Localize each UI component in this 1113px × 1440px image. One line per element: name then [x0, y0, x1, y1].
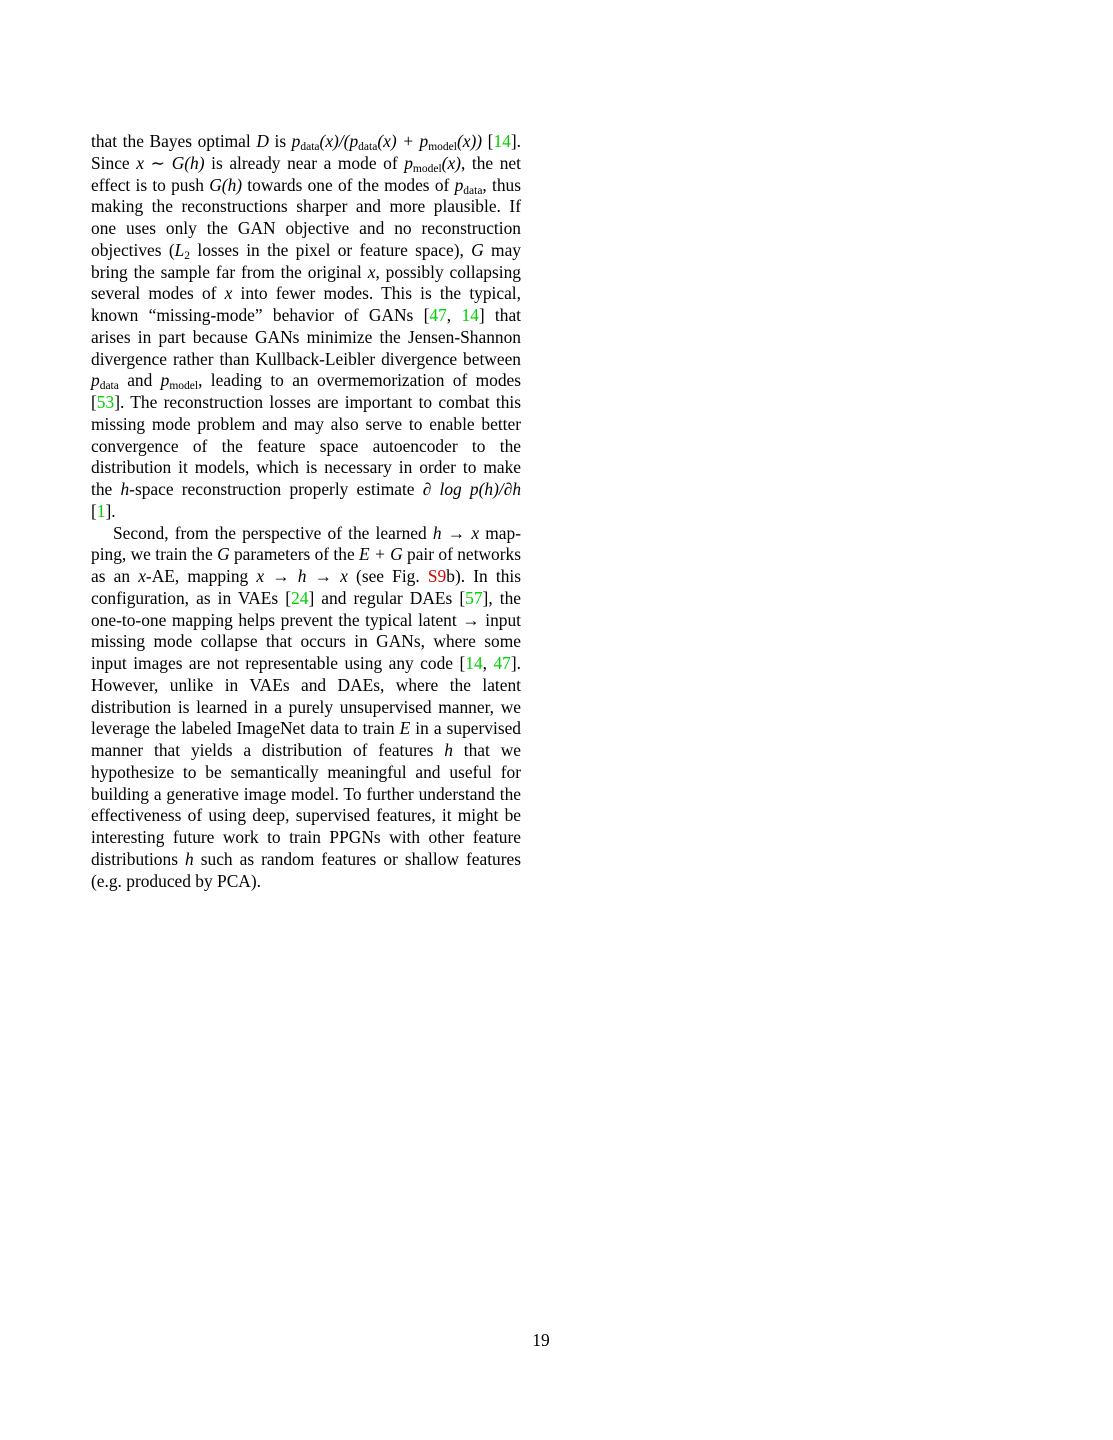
citation-link[interactable]: 57 — [465, 587, 483, 608]
math-subscript: data — [463, 184, 483, 197]
text-run: b). In this configuration, as in VAEs [ — [91, 566, 521, 608]
text-run: , possibly collapsing several modes of — [91, 261, 521, 304]
math-expression: h → x — [432, 522, 480, 543]
math-expression: E + G — [359, 544, 403, 565]
text-run: ], the one-to-one mapping helps prevent the typical latent → input missing mode collapse that occurs in GANs, where some input images are not representable using any code [ — [91, 587, 521, 673]
math-subscript: data — [99, 380, 119, 393]
citation-link[interactable]: 24 — [291, 587, 309, 608]
math-expression: h — [185, 848, 194, 869]
math-subscript: model — [169, 380, 199, 393]
math-expression: E — [399, 718, 411, 739]
text-run: ] and regular DAEs [ — [308, 587, 466, 608]
math-subscript: model — [428, 141, 457, 153]
text-run: that the Bayes optimal — [91, 131, 257, 151]
text-run: is — [268, 131, 292, 151]
text-run: ]. However, unlike in VAEs and DAEs, where the latent distribution is learned in a purely unsupervised manner, we leverage the labeled ImageNet data to train — [91, 653, 521, 739]
text-run: , the net effect is to push — [91, 152, 521, 195]
figure-reference-link[interactable]: S9 — [427, 566, 447, 586]
citation-link[interactable]: 47 — [493, 653, 511, 673]
math-expression: p — [291, 131, 301, 151]
math-expression: p — [160, 370, 170, 391]
page-number: 19 — [532, 1330, 550, 1350]
math-expression: x ∼ G(h) — [136, 152, 205, 173]
text-run: ] that arises in part because GANs minimize the Jensen-Shannon divergence rather than Kullback-Leibler divergence between — [91, 305, 521, 369]
math-subscript: model — [412, 162, 442, 175]
math-subscript: data — [358, 141, 378, 153]
math-expression: L — [174, 239, 185, 260]
citation-link[interactable]: 14 — [465, 653, 483, 673]
text-run: , thus making the reconstructions sharper and more plausible. If one uses only the GAN objective and no reconstruction objectives ( — [91, 174, 522, 260]
math-expression: h — [120, 479, 130, 499]
math-expression: x — [224, 283, 233, 304]
text-run: ]. — [105, 500, 116, 521]
text-run: -space reconstruction properly estimate — [129, 479, 423, 499]
math-expression: D — [256, 131, 269, 151]
math-subscript: 2 — [184, 249, 191, 262]
paragraph — [91, 523, 521, 893]
text-run: losses in the pixel or feature space), — [190, 239, 472, 260]
text-run: may bring the sample far from the original — [91, 239, 521, 282]
text-run: ]. Since — [91, 131, 521, 173]
text-run: pair of networks as an — [91, 544, 521, 586]
math-expression: h — [444, 740, 453, 760]
text-run: , — [482, 653, 494, 673]
text-run: such as random features or shallow features (e.g. produced by PCA). — [91, 848, 522, 891]
math-subscript: data — [300, 141, 320, 153]
text-run: mapping, we train the — [91, 522, 521, 565]
math-expression: x → h → x — [256, 566, 348, 586]
text-run: that we hypothesize to be semantically meaningful and useful for building a generative image model. To further understand the effectiveness of using deep, supervised features, it might be interesting future work to train PPGNs with other feature distributions — [91, 740, 521, 869]
math-expression: x — [138, 566, 146, 586]
text-run: and — [118, 370, 161, 391]
text-run: parameters of the — [229, 544, 360, 565]
citation-link[interactable]: 14 — [461, 305, 479, 325]
text-run: ]. The reconstruction losses are important to combat this missing mode problem and may also serve to enable better convergence of the feature space autoencoder to the distribution it models, which is necessary in order to make the — [91, 392, 521, 499]
math-expression: G(h) — [209, 174, 243, 195]
math-expression: p — [404, 152, 413, 173]
math-expression: p — [91, 370, 100, 391]
math-expression: (x)/(p — [319, 131, 359, 151]
text-run: , — [446, 305, 462, 325]
math-expression: x — [367, 261, 376, 282]
text-run: [ — [91, 500, 97, 521]
citation-link[interactable]: 1 — [96, 500, 106, 521]
math-expression: (x) — [441, 152, 461, 173]
citation-link[interactable]: 14 — [493, 131, 511, 151]
body-text-column — [91, 131, 521, 892]
paragraph — [91, 131, 521, 523]
text-run: -AE, mapping — [145, 566, 257, 586]
text-run: towards one of the modes of — [242, 174, 455, 195]
math-expression: (x)) — [456, 131, 483, 151]
text-run: into fewer modes. This is the typical, known “missing-mode” behavior of GANs [ — [91, 283, 521, 325]
text-run: (see Fig. — [347, 566, 428, 586]
citation-link[interactable]: 47 — [429, 305, 447, 325]
math-expression: p — [454, 174, 464, 195]
math-expression: G — [471, 239, 484, 260]
text-run: [ — [482, 131, 494, 151]
citation-link[interactable]: 53 — [96, 392, 115, 412]
text-run: Second, from the perspective of the learned — [113, 522, 433, 543]
math-expression: ∂ log p(h)/∂h — [422, 479, 522, 499]
text-run: in a supervised manner that yields a distribution of features — [91, 718, 522, 760]
text-run: , leading to an overmemorization of modes [ — [91, 370, 521, 412]
math-expression: G — [217, 544, 230, 565]
text-run: is already near a mode of — [204, 152, 405, 173]
math-expression: (x) + p — [377, 131, 429, 151]
